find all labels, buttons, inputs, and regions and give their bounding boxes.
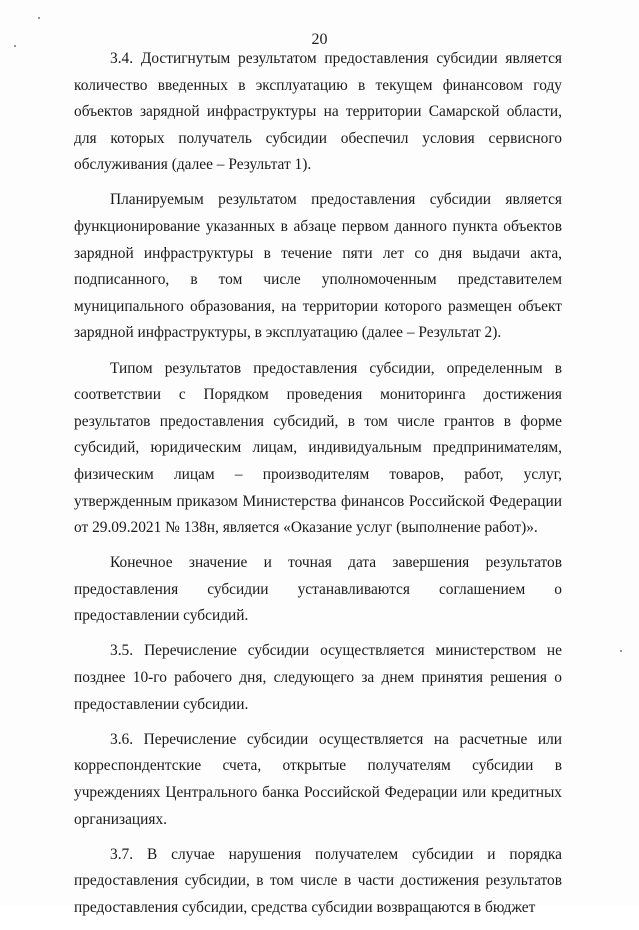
paragraph-3-6: 3.6. Перечисление субсидии осуществляется на расчетные или корреспондентские счета, открытые получателям субсидии в учреждениях Центрального банка Российской Федерации или кредитных организациях.: [74, 730, 562, 828]
paragraph-final-value: Конечное значение и точная дата завершения результатов предоставления субсидии устанавливаются соглашением о предоставлении субсидий.: [74, 554, 562, 625]
scan-speck: [620, 650, 622, 652]
paragraph-3-7: 3.7. В случае нарушения получателем субсидии и порядка предоставления субсидии, в том числе в части достижения результатов предоставления субсидии, средства субсидии возвращаются в бюджет: [74, 845, 562, 916]
paragraph-3-4: 3.4. Достигнутым результатом предоставления субсидии является количество введенных в эксплуатацию в текущем финансовом году объектов зарядной инфраструктуры на территории Самарской области, для которых получатель субсидии обеспечил условия сервисного обслуживания (далее – Результат 1).: [74, 50, 562, 174]
paragraph-result-type: Типом результатов предоставления субсидии, определенным в соответствии с Порядком проведения мониторинга достижения результатов предоставления субсидий, в том числе грантов в форме субсидий, юридическим лицам, индивидуальным предпринимателям, физическим лицам – производителям товаров, работ, услуг, утвержденным приказом Министерства финансов Российской Федерации от 29.09.2021 № 138н, является «Оказание услуг (выполнение работ)».: [74, 359, 562, 537]
paragraph-3-5: 3.5. Перечисление субсидии осуществляется министерством не позднее 10-го рабочего дня, следующего за днем принятия решения о предоставлении субсидии.: [74, 642, 562, 713]
scan-speck: [38, 17, 40, 19]
paragraph-planned-result: Планируемым результатом предоставления субсидии является функционирование указанных в абзаце первом данного пункта объектов зарядной инфраструктуры в течение пяти лет со дня выдачи акта, подписанного, в том числе уполномоченным представителем муниципального образования, на территории которого размещен объект зарядной инфраструктуры, в эксплуатацию (далее – Результат 2).: [74, 191, 562, 342]
page-number: 20: [311, 31, 328, 48]
document-body: [74, 46, 562, 930]
